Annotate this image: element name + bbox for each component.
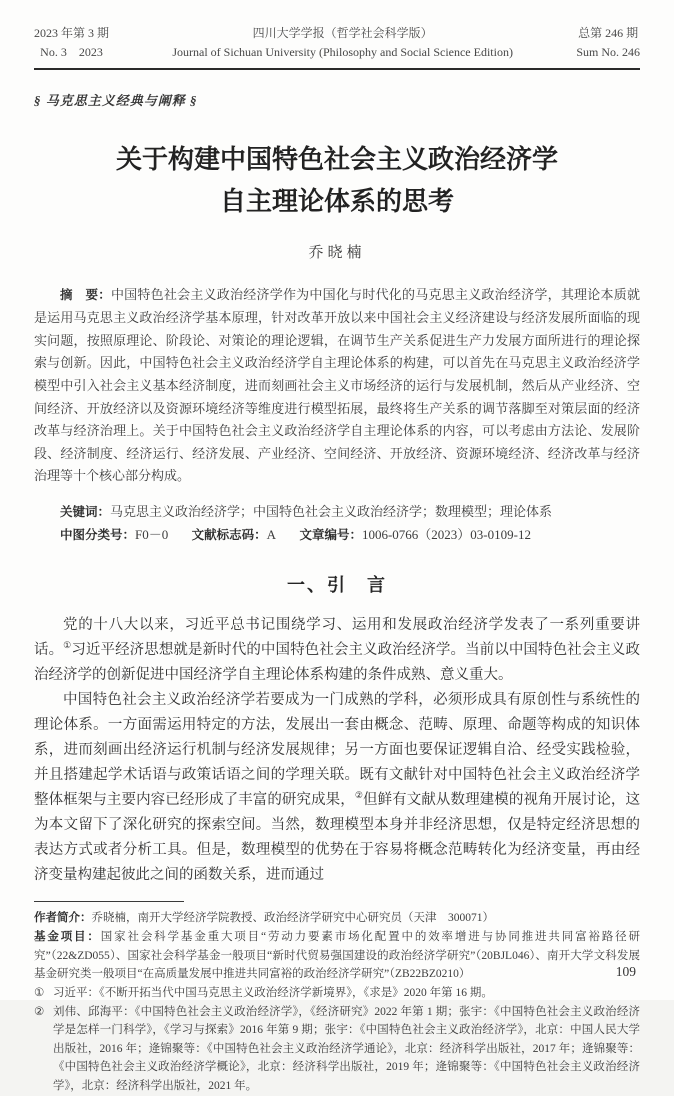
author-bio-text: 乔晓楠，南开大学经济学院教授、政治经济学研究中心研究员（天津 300071） xyxy=(91,912,494,925)
issue-cn: 2023 年第 3 期 xyxy=(34,26,110,40)
footnote-1-text: 习近平：《不断开拓当代中国马克思主义政治经济学新境界》，《求是》2020 年第 16 期。 xyxy=(53,986,493,999)
header-issue-block xyxy=(34,24,109,61)
article-id-pair xyxy=(299,527,531,542)
abstract-text: 中国特色社会主义政治经济学作为中国化与时代化的马克思主义政治经济学，其理论本质就是运用马克思主义政治经济学基本原理，针对改革开放以来中国社会主义经济建设与经济发展所面临的现实问题，按照原理论、阶段论、对策论的理论逻辑，在调节生产关系促进生产力发展方面所进行的理论探索与创新。因此，中国特色社会主义政治经济学自主理论体系的构建，可以首先在马克思主义政治经济学模型中引入社会主义基本经济制度，进而刻画社会主义市场经济的运行与发展机制，然后从产业经济、空间经济、开放经济以及资源环境经济等维度进行模型拓展，最终将生产关系的调节落脚至对策层面的经济改革与经济治理上。关于中国特色社会主义政治经济学自主理论体系的内容，可以考虑由方法论、发展阶段、经济制度、经济运行、经济发展、产业经济、空间经济、开放经济、资源环境经济、经济改革与经济治理等十个核心部分构成。 xyxy=(34,287,640,484)
footnote-item-1 xyxy=(34,984,640,1003)
sum-issue-cn: 总第 246 期 xyxy=(578,26,639,40)
article-id-value: 1006-0766（2023）03-0109-12 xyxy=(361,526,531,542)
footnote-ref-1: ① xyxy=(63,639,72,650)
body-paragraph-2 xyxy=(34,688,640,889)
clc-pair xyxy=(60,527,168,542)
article-title-line2: 自主理论体系的思考 xyxy=(219,187,454,217)
doc-code-value: A xyxy=(266,526,277,542)
funding-line xyxy=(34,928,640,984)
page-number: 109 xyxy=(615,964,636,979)
author-bio-line xyxy=(34,909,640,928)
clc-value: F0－0 xyxy=(135,526,169,542)
column-tag: § 马克思主义经典与阐释 § xyxy=(34,93,198,109)
doc-code-label: 文献标志码： xyxy=(191,527,267,542)
classification-line xyxy=(34,524,640,547)
footnote-2-text: 刘伟、邱海平：《中国特色社会主义政治经济学》，《经济研究》2022 年第 1 期；张宇：《中国特色社会主义政治经济学是怎样一门科学》，《学习与探索》2016 年第 9 期；张宇：《中国特色社会主义政治经济学》，北京：中国人民大学出版社，2016 年；逄锦聚等：《中国特色社会主义政治经济学通论》，北京：经济科学出版社，2017 年；逄锦聚等：《中国特色社会主义政治经济学概论》，北京：经济科学出版社，2019 年；逄锦聚等：《中国特色社会主义政治经济学》，北京：经济科学出版社，2021 年。 xyxy=(53,1005,640,1093)
funding-label: 基金项目： xyxy=(34,931,101,944)
journal-name-en: Journal of Sichuan University (Philosophy and Social Science Edition) xyxy=(172,44,513,59)
article-author: 乔晓楠 xyxy=(308,245,366,262)
header-journal-block xyxy=(109,24,576,61)
body-paragraph-1 xyxy=(34,613,640,688)
paragraph-2-text: 中国特色社会主义政治经济学若要成为一门成熟的学科，必须形成具有原创性与系统性的理论体系。一方面需运用特定的方法，发展出一套由概念、范畴、原理、命题等构成的知识体系，进而刻画出经济运行机制与经济发展规律；另一方面也要保证逻辑自洽、经受实践检验，并且搭建起学术话语与政策话语之间的学理关联。既有文献针对中国特色社会主义政治经济学整体框架与主要内容已经形成了丰富的研究成果， xyxy=(34,691,640,809)
keywords-text: 马克思主义政治经济学；中国特色社会主义政治经济学；数理模型；理论体系 xyxy=(110,504,553,520)
sum-issue-en: Sum No. 246 xyxy=(576,44,640,59)
journal-header xyxy=(34,24,640,61)
clc-label: 中图分类号： xyxy=(60,527,136,542)
keywords-line xyxy=(34,501,640,524)
footnotes-block xyxy=(34,909,640,1095)
funding-text: 国家社会科学基金重大项目“劳动力要素市场化配置中的效率增进与协同推进共同富裕路径研究”（22&ZD055）、国家社会科学基金一般项目“新时代贸易强国建设的政治经济学研究”（20BJL046）、南开大学文科发展基金研究类一般项目“在高质量发展中推进共同富裕的政治经济学研究”（ZB22BZ0210） xyxy=(34,931,640,981)
article-title xyxy=(34,139,640,223)
article-id-label: 文章编号： xyxy=(299,527,362,542)
footnote-ref-2: ② xyxy=(354,790,363,801)
footnote-1-marker: ① xyxy=(34,986,45,999)
issue-en: No. 3 2023 xyxy=(40,44,103,59)
article-title-line1: 关于构建中国特色社会主义政治经济学 xyxy=(115,145,558,175)
paragraph-1-text: 党的十八大以来，习近平总书记围绕学习、运用和发展政治经济学发表了一系列重要讲话。 xyxy=(34,616,640,658)
journal-name-cn: 四川大学学报（哲学社会科学版） xyxy=(252,26,433,40)
section-heading: 一、引 言 xyxy=(287,574,387,595)
author-bio-label: 作者简介： xyxy=(34,912,92,925)
footnote-divider xyxy=(34,901,184,902)
header-sum-block xyxy=(576,24,640,61)
doc-code-pair xyxy=(192,527,276,542)
keywords-label: 关键词： xyxy=(60,505,111,520)
footnote-2-marker: ② xyxy=(34,1005,45,1018)
abstract-label: 摘 要： xyxy=(60,288,111,303)
abstract-paragraph xyxy=(34,284,640,488)
paragraph-2-text-cont: 但鲜有文献从数理建模的视角开展讨论，这为本文留下了深化研究的探索空间。当然，数理模型本身并非经济思想，仅是特定经济思想的表达方式或者分析工具。但是，数理模型的优势在于容易将概念范畴转化为经济变量，再由经济变量构建起彼此之间的函数关系，进而通过 xyxy=(34,792,641,884)
paragraph-1-text-cont: 习近平经济思想就是新时代的中国特色社会主义政治经济学。当前以中国特色社会主义政治经济学的创新促进中国经济学自主理论体系构建的条件成熟、意义重大。 xyxy=(34,641,640,683)
footnote-item-2 xyxy=(34,1003,640,1096)
header-rule xyxy=(34,68,640,70)
